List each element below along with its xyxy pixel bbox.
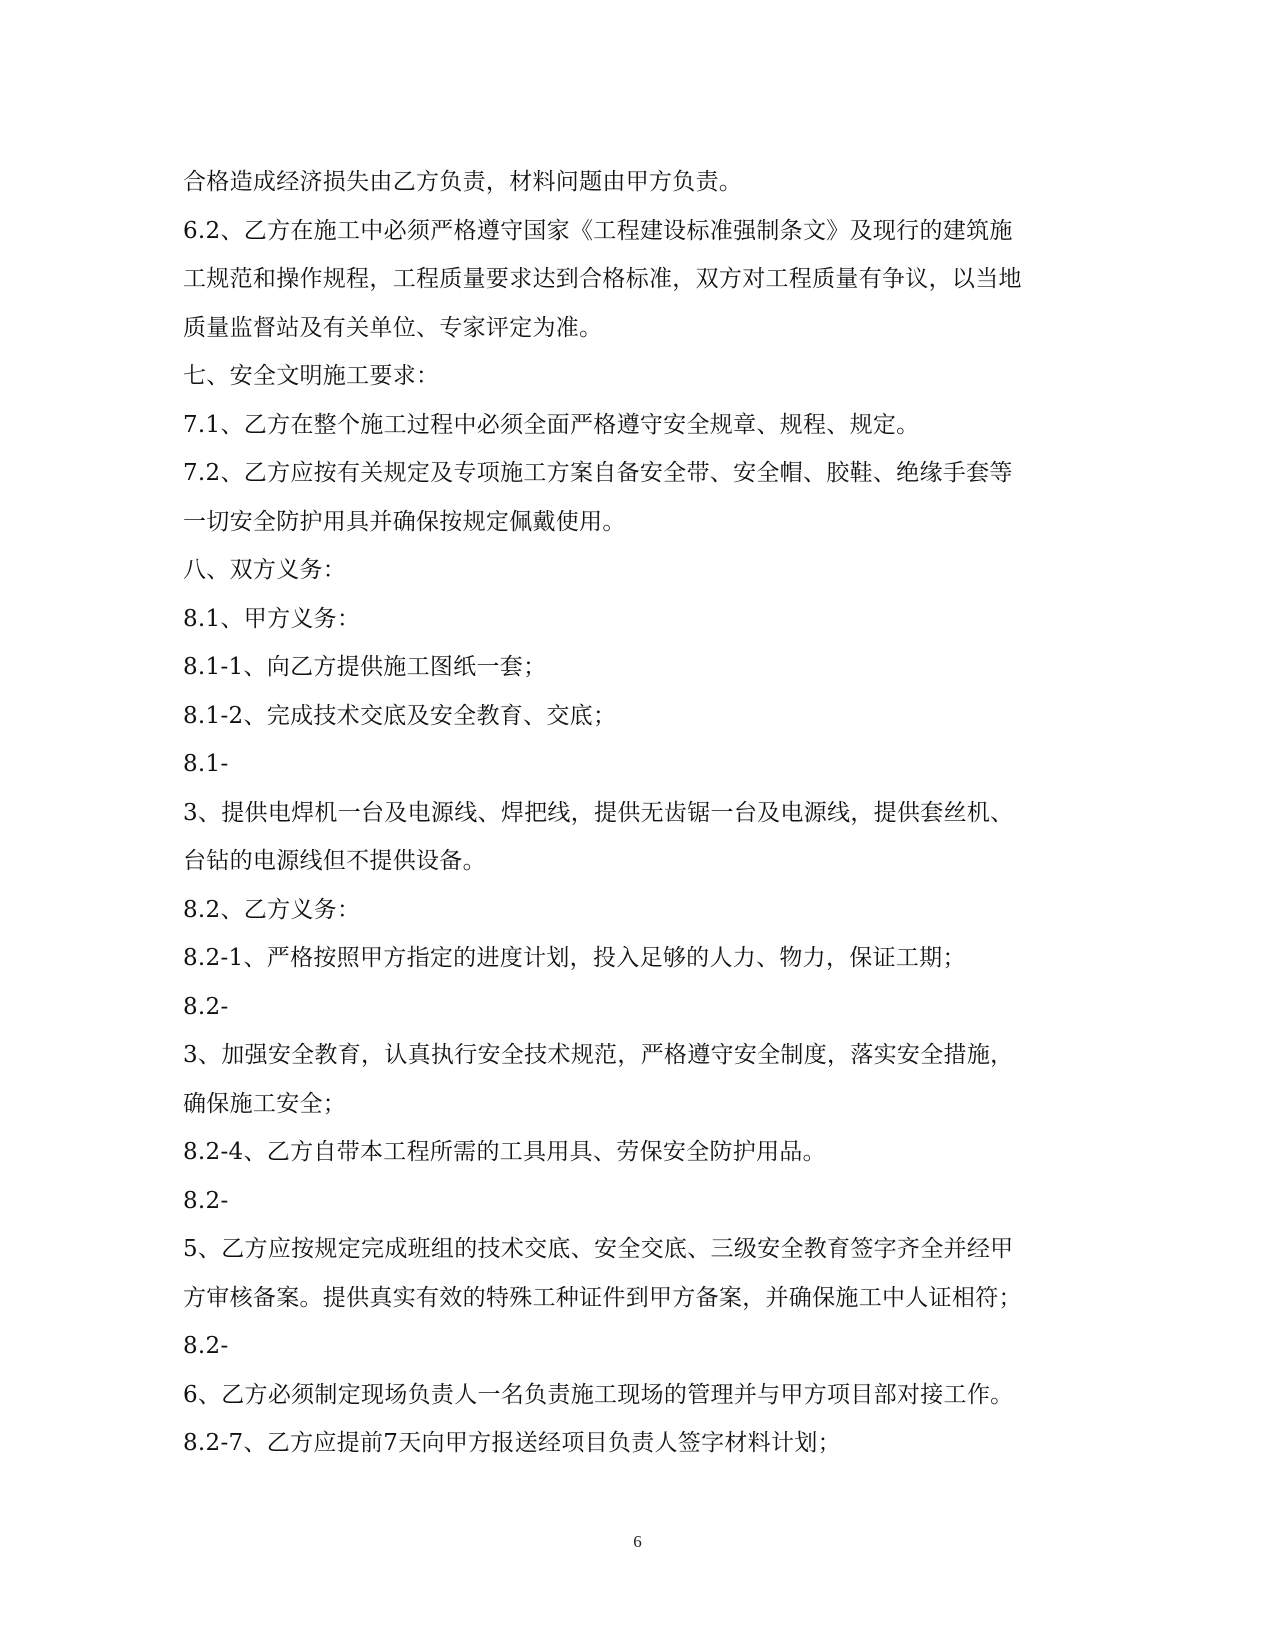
text-line: 工规范和操作规程，工程质量要求达到合格标准，双方对工程质量有争议，以当地 — [183, 266, 1022, 292]
text-line: 合格造成经济损失由乙方负责，材料问题由甲方负责。 — [183, 169, 743, 195]
text-line: 台钻的电源线但不提供设备。 — [183, 848, 486, 874]
text-line: 8.1-2、完成技术交底及安全教育、交底； — [183, 702, 617, 729]
text-line: 8.2- — [183, 993, 229, 1020]
text-line: 6、乙方必须制定现场负责人一名负责施工现场的管理并与甲方项目部对接工作。 — [183, 1381, 1014, 1408]
text-line: 8.2- — [183, 1333, 229, 1359]
text-line: 8.2-7、乙方应提前7天向甲方报送经项目负责人签字材料计划； — [183, 1430, 841, 1456]
text-line: 7.1、乙方在整个施工过程中必须全面严格遵守安全规章、规程、规定。 — [183, 411, 920, 438]
subsection-heading: 8.2、乙方义务： — [183, 896, 361, 923]
text-line: 3、提供电焊机一台及电源线、焊把线，提供无齿锯一台及电源线，提供套丝机、 — [183, 799, 1014, 826]
text-line: 一切安全防护用具并确保按规定佩戴使用。 — [183, 508, 626, 535]
text-line: 8.2- — [183, 1187, 229, 1214]
text-line: 8.1- — [183, 751, 229, 777]
text-line: 3、加强安全教育，认真执行安全技术规范，严格遵守安全制度，落实安全措施， — [183, 1042, 1014, 1068]
section-heading: 八、双方义务： — [183, 557, 347, 583]
text-line: 5、乙方应按规定完成班组的技术交底、安全交底、三级安全教育签字齐全并经甲 — [183, 1236, 1014, 1262]
text-line: 确保施工安全； — [183, 1090, 347, 1117]
text-line: 质量监督站及有关单位、专家评定为准。 — [183, 314, 603, 341]
document-body — [183, 158, 1083, 1468]
page-number: 6 — [633, 1532, 642, 1551]
text-line: 8.2-4、乙方自带本工程所需的工具用具、劳保安全防护用品。 — [183, 1139, 826, 1165]
text-line: 7.2、乙方应按有关规定及专项施工方案自备安全带、安全帽、胶鞋、绝缘手套等 — [183, 460, 1013, 486]
text-line: 6.2、乙方在施工中必须严格遵守国家《工程建设标准强制条文》及现行的建筑施 — [183, 217, 1013, 244]
text-line: 8.2-1、严格按照甲方指定的进度计划，投入足够的人力、物力，保证工期； — [183, 945, 966, 971]
subsection-heading: 8.1、甲方义务： — [183, 605, 361, 632]
section-heading: 七、安全文明施工要求： — [183, 363, 440, 389]
text-line: 方审核备案。提供真实有效的特殊工种证件到甲方备案，并确保施工中人证相符； — [183, 1284, 1022, 1311]
text-line: 8.1-1、向乙方提供施工图纸一套； — [183, 654, 547, 680]
